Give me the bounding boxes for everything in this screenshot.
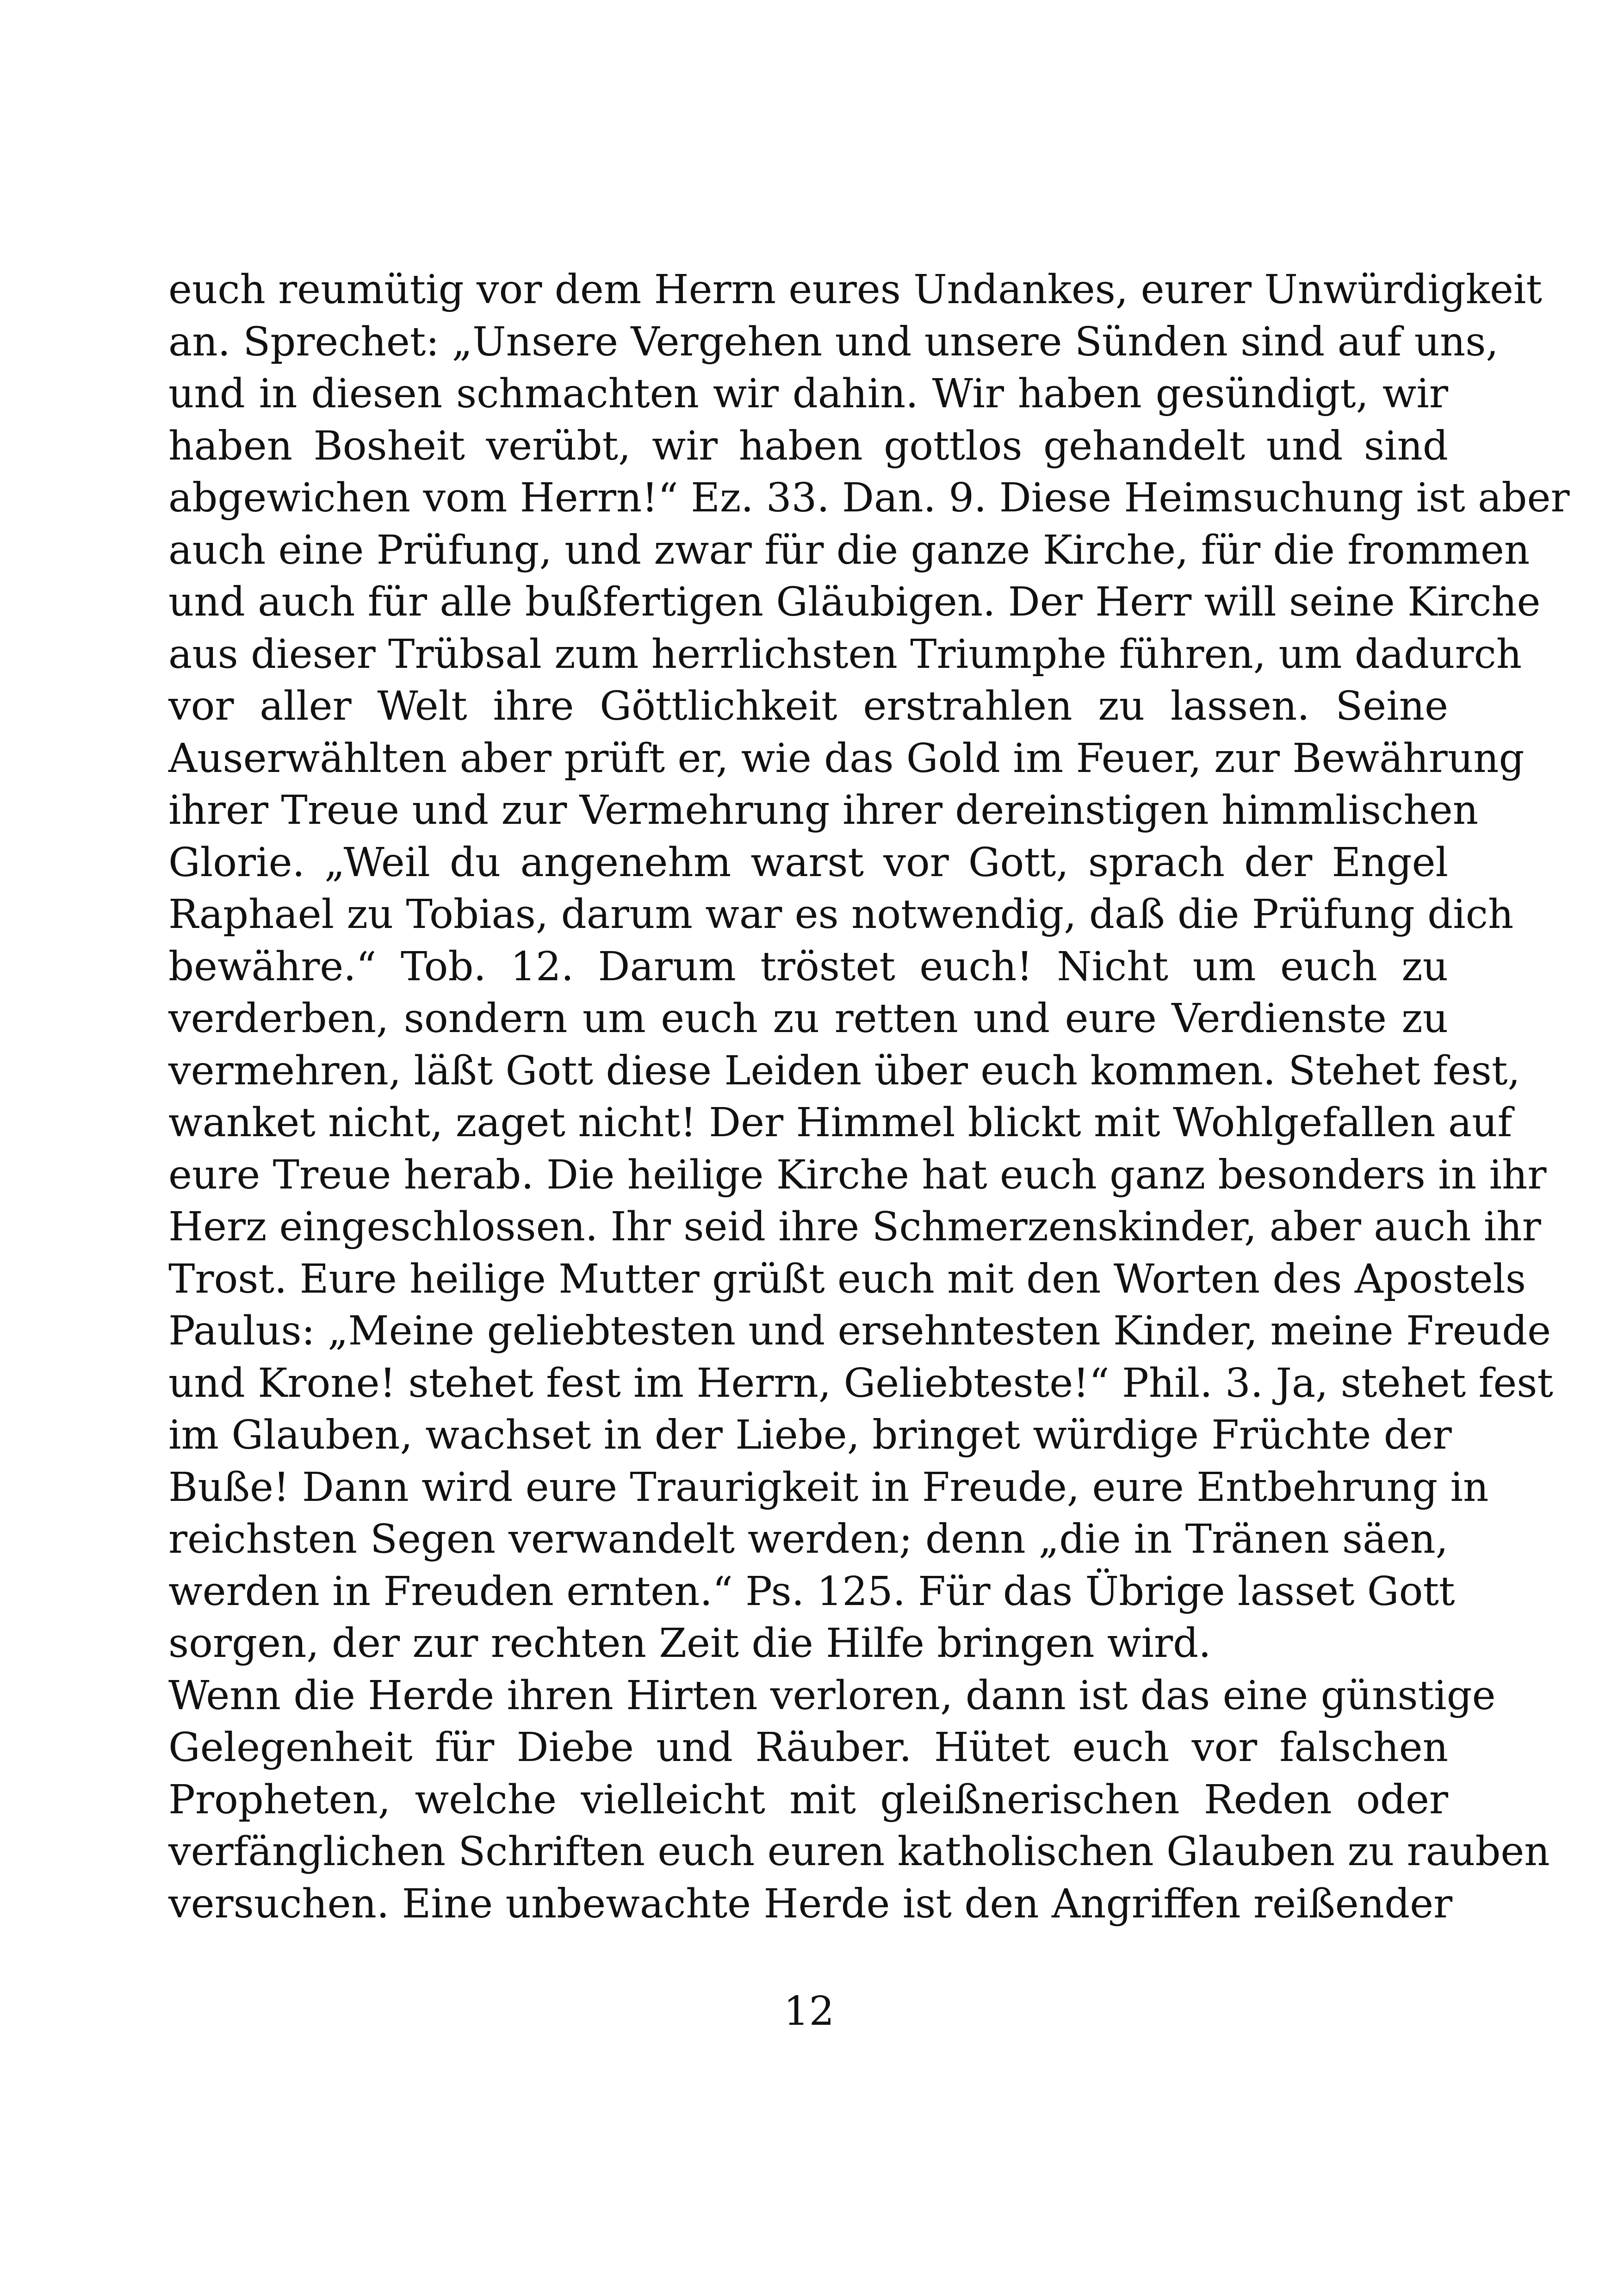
text-line: Auserwählten aber prüft er, wie das Gold im Feuer, zur Bewährung	[168, 735, 1525, 782]
text-line: verderben, sondern um euch zu retten und eure Verdienste zu	[168, 996, 1448, 1042]
body-text	[168, 264, 1570, 1930]
text-line: Herz eingeschlossen. Ihr seid ihre Schmerzenskinder, aber auch ihr	[168, 1204, 1541, 1250]
text-line: im Glauben, wachset in der Liebe, bringet würdige Früchte der	[168, 1412, 1452, 1458]
text-line: euch reumütig vor dem Herrn eures Undankes, eurer Unwürdigkeit	[168, 267, 1542, 313]
text-line: Gelegenheit für Diebe und Räuber. Hütet euch vor falschen	[168, 1724, 1448, 1771]
text-line-paragraph-end: sorgen, der zur rechten Zeit die Hilfe bringen wird.	[168, 1620, 1211, 1667]
text-line: versuchen. Eine unbewachte Herde ist den Angriffen reißender	[168, 1880, 1453, 1927]
text-line: werden in Freuden ernten.“ Ps. 125. Für das Übrige lasset Gott	[168, 1568, 1455, 1615]
text-line: Propheten, welche vielleicht mit gleißnerischen Reden oder	[168, 1776, 1448, 1823]
text-line: und Krone! stehet fest im Herrn, Geliebteste!“ Phil. 3. Ja, stehet fest	[168, 1360, 1553, 1406]
text-line: auch eine Prüfung, und zwar für die ganze Kirche, für die frommen	[168, 527, 1530, 573]
text-line: und in diesen schmachten wir dahin. Wir haben gesündigt, wir	[168, 371, 1448, 417]
text-line: eure Treue herab. Die heilige Kirche hat euch ganz besonders in ihr	[168, 1151, 1547, 1198]
text-line: reichsten Segen verwandelt werden; denn „die in Tränen säen,	[168, 1516, 1448, 1562]
text-line: haben Bosheit verübt, wir haben gottlos gehandelt und sind	[168, 423, 1448, 469]
text-line: abgewichen vom Herrn!“ Ez. 33. Dan. 9. Diese Heimsuchung ist aber	[168, 475, 1570, 521]
text-line: vermehren, läßt Gott diese Leiden über euch kommen. Stehet fest,	[168, 1047, 1520, 1094]
text-line: und auch für alle bußfertigen Gläubigen. Der Herr will seine Kirche	[168, 579, 1541, 625]
text-line: Wenn die Herde ihren Hirten verloren, dann ist das eine günstige	[168, 1672, 1496, 1719]
text-line: verfänglichen Schriften euch euren katholischen Glauben zu rauben	[168, 1829, 1550, 1875]
text-line: wanket nicht, zaget nicht! Der Himmel blickt mit Wohlgefallen auf	[168, 1100, 1513, 1146]
text-line: vor aller Welt ihre Göttlichkeit erstrahlen zu lassen. Seine	[168, 683, 1448, 729]
page-number: 12	[783, 1988, 835, 2035]
text-line: Raphael zu Tobias, darum war es notwendig, daß die Prüfung dich	[168, 891, 1514, 938]
text-line: Buße! Dann wird eure Traurigkeit in Freude, eure Entbehrung in	[168, 1464, 1489, 1511]
text-line: bewähre.“ Tob. 12. Darum tröstet euch! Nicht um euch zu	[168, 943, 1448, 990]
text-line: ihrer Treue und zur Vermehrung ihrer dereinstigen himmlischen	[168, 787, 1478, 834]
text-line: Trost. Eure heilige Mutter grüßt euch mit den Worten des Apostels	[168, 1256, 1526, 1302]
text-line: Glorie. „Weil du angenehm warst vor Gott, sprach der Engel	[168, 839, 1448, 886]
text-line: aus dieser Trübsal zum herrlichsten Triumphe führen, um dadurch	[168, 631, 1522, 678]
text-line: an. Sprechet: „Unsere Vergehen und unsere Sünden sind auf uns,	[168, 318, 1499, 365]
text-line: Paulus: „Meine geliebtesten und ersehntesten Kinder, meine Freude	[168, 1308, 1551, 1354]
